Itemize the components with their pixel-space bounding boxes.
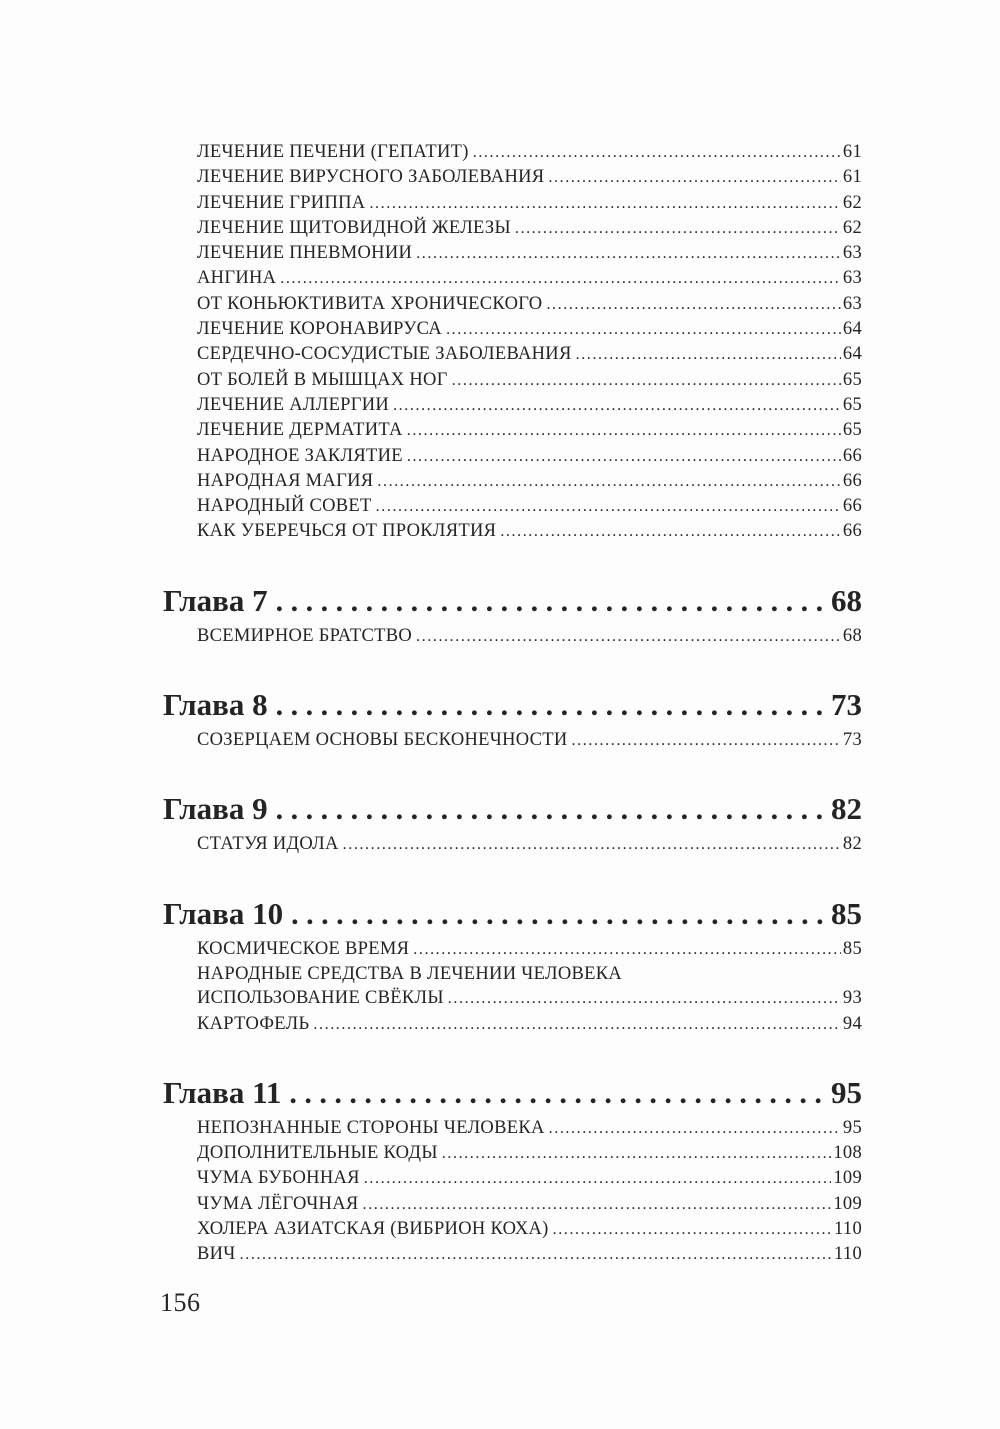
chapter-entries	[163, 728, 862, 753]
toc-entry-row	[197, 444, 862, 469]
table-of-contents	[163, 140, 862, 1268]
chapter-heading-row	[163, 581, 862, 622]
dot-leader	[276, 789, 828, 830]
dot-leader	[416, 624, 841, 649]
toc-entry-page-number: 65	[842, 369, 862, 390]
dot-leader	[407, 444, 841, 469]
toc-entry-label: ВСЕМИРНОЕ БРАТСТВО	[197, 625, 413, 646]
toc-entry-row	[197, 937, 862, 962]
chapter-page-number: 82	[831, 791, 862, 827]
toc-chapter	[163, 894, 862, 1037]
dot-leader	[446, 317, 841, 342]
dot-leader	[572, 728, 841, 753]
dot-leader	[280, 266, 841, 291]
dot-leader	[363, 1192, 832, 1217]
toc-entry-row	[197, 368, 862, 393]
toc-entry-page-number: 62	[842, 192, 862, 213]
dot-leader	[376, 494, 841, 519]
toc-entry-row	[197, 1116, 862, 1141]
toc-entry-row	[197, 519, 862, 544]
chapter-page-number: 73	[831, 687, 862, 723]
dot-leader	[276, 685, 828, 726]
toc-entry-page-number: 66	[842, 470, 862, 491]
toc-entry-label: ЛЕЧЕНИЕ ВИРУСНОГО ЗАБОЛЕВАНИЯ	[197, 167, 545, 188]
chapter-heading-row	[163, 1073, 862, 1114]
dot-leader	[442, 1141, 832, 1166]
chapter-heading-row	[163, 789, 862, 830]
toc-entry-row	[197, 140, 862, 165]
toc-entry-label: ЛЕЧЕНИЕ ЩИТОВИДНОЙ ЖЕЛЕЗЫ	[197, 217, 511, 238]
toc-entry-label: НАРОДНЫЕ СРЕДСТВА В ЛЕЧЕНИИ ЧЕЛОВЕКА	[197, 963, 623, 984]
toc-entry-page-number: 63	[842, 243, 862, 264]
toc-entry-page-number: 109	[833, 1168, 862, 1189]
toc-entry-page-number: 93	[842, 988, 862, 1009]
toc-entry-page-number: 65	[842, 394, 862, 415]
toc-entry-page-number: 95	[842, 1117, 862, 1138]
dot-leader	[452, 368, 841, 393]
toc-entry-page-number: 68	[842, 625, 862, 646]
toc-entry-label: ОТ КОНЬЮКТИВИТА ХРОНИЧЕСКОГО	[197, 293, 543, 314]
chapter-page-number: 95	[831, 1074, 862, 1110]
toc-entry-page-number: 108	[833, 1143, 862, 1164]
dot-leader	[448, 986, 841, 1011]
toc-entry-page-number: 64	[842, 344, 862, 365]
dot-leader	[548, 165, 840, 190]
dot-leader	[473, 140, 841, 165]
toc-entry-row	[197, 292, 862, 317]
dot-leader	[393, 393, 841, 418]
dot-leader	[407, 418, 841, 443]
toc-entry-row	[197, 418, 862, 443]
chapter-title: Глава 10	[163, 895, 284, 931]
toc-entry-label: ЛЕЧЕНИЕ КОРОНАВИРУСА	[197, 319, 443, 340]
toc-entry-page-number: 110	[834, 1219, 862, 1240]
toc-entry-page-number: 65	[842, 420, 862, 441]
toc-entry-label: КАРТОФЕЛЬ	[197, 1013, 310, 1034]
toc-entry-row	[197, 165, 862, 190]
toc-entry-row	[197, 216, 862, 241]
chapter-title: Глава 9	[163, 791, 268, 827]
chapter-page-number: 68	[831, 582, 862, 618]
toc-entry-label: СТАТУЯ ИДОЛА	[197, 834, 339, 855]
dot-leader	[416, 241, 841, 266]
toc-entry-label: ЛЕЧЕНИЕ АЛЛЕРГИИ	[197, 394, 390, 415]
toc-entry-row	[197, 1012, 862, 1037]
toc-entry-page-number: 61	[842, 167, 862, 188]
chapter-entries	[163, 624, 862, 649]
toc-entry-label: ИСПОЛЬЗОВАНИЕ СВЁКЛЫ	[197, 988, 444, 1009]
toc-entry-label: ДОПОЛНИТЕЛЬНЫЕ КОДЫ	[197, 1143, 438, 1164]
dot-leader	[413, 937, 841, 962]
dot-leader	[369, 191, 840, 216]
toc-entry-row	[197, 1217, 862, 1242]
toc-entry-label: ЛЕЧЕНИЕ ПНЕВМОНИИ	[197, 243, 413, 264]
dot-leader	[291, 894, 828, 935]
dot-leader	[364, 1166, 832, 1191]
toc-entry-label: ВИЧ	[197, 1244, 236, 1265]
toc-entry-page-number: 109	[833, 1193, 862, 1214]
dot-leader	[313, 1012, 840, 1037]
toc-entry-page-number: 63	[842, 293, 862, 314]
toc-entry-page-number: 61	[842, 142, 862, 162]
toc-entry-page-number: 66	[842, 445, 862, 466]
toc-entry-label: АНГИНА	[197, 268, 277, 289]
dot-leader	[549, 1116, 841, 1141]
chapter-page-number: 85	[831, 895, 862, 931]
toc-entry-row	[197, 1141, 862, 1166]
toc-entry-page-number: 62	[842, 217, 862, 238]
toc-entry-page-number: 66	[842, 496, 862, 517]
dot-leader	[377, 469, 841, 494]
dot-leader	[546, 292, 840, 317]
toc-entry-label: ЛЕЧЕНИЕ ПЕЧЕНИ (ГЕПАТИТ)	[197, 142, 469, 162]
chapter-heading-row	[163, 894, 862, 935]
toc-entry-row	[197, 832, 862, 857]
toc-entry-page-number: 85	[842, 938, 862, 959]
toc-entry-label: ЛЕЧЕНИЕ ГРИППА	[197, 192, 366, 213]
dot-leader	[289, 1073, 828, 1114]
toc-entry-label: ОТ БОЛЕЙ В МЫШЦАХ НОГ	[197, 369, 448, 390]
page-number-folio: 156	[160, 1288, 201, 1317]
toc-entry-page-number: 110	[834, 1244, 862, 1265]
toc-entry-page-number: 73	[842, 730, 862, 751]
toc-entry-label: КОСМИЧЕСКОЕ ВРЕМЯ	[197, 938, 410, 959]
dot-leader	[515, 216, 841, 241]
toc-entry-row	[197, 342, 862, 367]
toc-entry-row	[197, 728, 862, 753]
toc-entry-row	[197, 494, 862, 519]
chapter-entries	[163, 937, 862, 1037]
toc-entry-label: КАК УБЕРЕЧЬСЯ ОТ ПРОКЛЯТИЯ	[197, 521, 497, 542]
toc-entry-row	[197, 962, 862, 986]
toc-entry-row	[197, 469, 862, 494]
toc-entry-label: НАРОДНОЕ ЗАКЛЯТИЕ	[197, 445, 403, 466]
toc-entry-label: ЛЕЧЕНИЕ ДЕРМАТИТА	[197, 420, 403, 441]
toc-entry-label: НАРОДНЫЙ СОВЕТ	[197, 496, 372, 517]
dot-leader	[553, 1217, 832, 1242]
toc-chapter	[163, 685, 862, 753]
chapter-title: Глава 11	[163, 1074, 282, 1110]
toc-entry-row	[197, 1242, 862, 1267]
toc-chapter	[163, 581, 862, 649]
toc-chapter	[163, 1073, 862, 1268]
dot-leader	[500, 519, 841, 544]
chapter-title: Глава 8	[163, 687, 268, 723]
toc-entry-row	[197, 624, 862, 649]
toc-entry-page-number: 64	[842, 319, 862, 340]
toc-entry-row	[197, 317, 862, 342]
toc-chapter	[163, 789, 862, 857]
toc-entry-row	[197, 266, 862, 291]
chapter-entries	[163, 1116, 862, 1268]
toc-entry-row	[197, 1166, 862, 1191]
toc-entry-row	[197, 393, 862, 418]
dot-leader	[576, 342, 841, 367]
toc-entry-row	[197, 191, 862, 216]
toc-entry-page-number: 66	[842, 521, 862, 542]
toc-entry-label: ЧУМА ЛЁГОЧНАЯ	[197, 1193, 359, 1214]
dot-leader	[240, 1242, 832, 1267]
toc-entry-label: СОЗЕРЦАЕМ ОСНОВЫ БЕСКОНЕЧНОСТИ	[197, 730, 568, 751]
toc-entry-label: СЕРДЕЧНО-СОСУДИСТЫЕ ЗАБОЛЕВАНИЯ	[197, 344, 572, 365]
dot-leader	[343, 832, 841, 857]
dot-leader	[276, 581, 828, 622]
toc-chapter-list	[163, 581, 862, 1268]
toc-entry-label: НАРОДНАЯ МАГИЯ	[197, 470, 374, 491]
chapter-heading-row	[163, 685, 862, 726]
toc-entry-page-number: 94	[842, 1013, 862, 1034]
toc-entry-label: ЧУМА БУБОННАЯ	[197, 1168, 360, 1189]
chapter-title: Глава 7	[163, 582, 268, 618]
toc-entry-row	[197, 986, 862, 1011]
toc-entry-page-number: 63	[842, 268, 862, 289]
toc-entry-label: ХОЛЕРА АЗИАТСКАЯ (ВИБРИОН КОХА)	[197, 1219, 549, 1240]
chapter-entries	[163, 832, 862, 857]
toc-entry-label: НЕПОЗНАННЫЕ СТОРОНЫ ЧЕЛОВЕКА	[197, 1117, 545, 1138]
toc-entry-page-number: 82	[842, 834, 862, 855]
toc-continued-list	[163, 140, 862, 545]
toc-entry-row	[197, 1192, 862, 1217]
toc-entry-row	[197, 241, 862, 266]
